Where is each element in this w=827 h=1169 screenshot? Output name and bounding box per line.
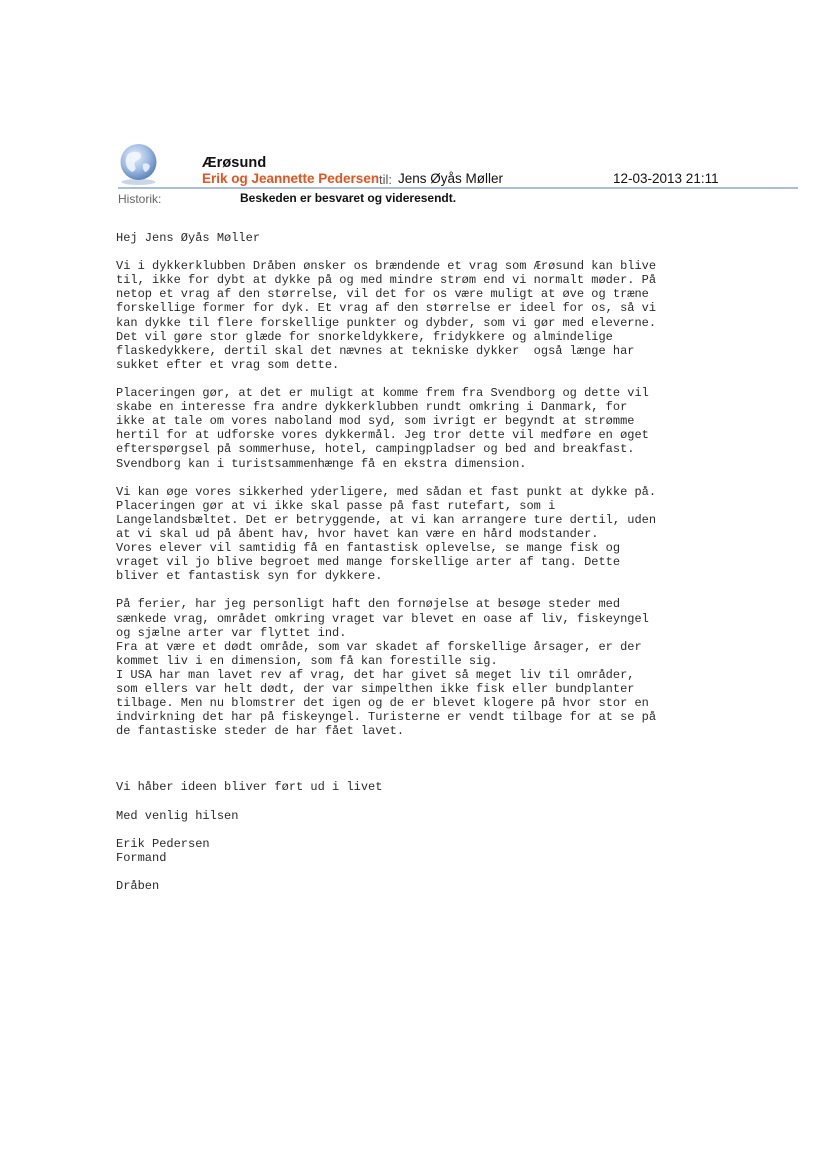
to-label: til: <box>379 172 392 187</box>
history-label: Historik: <box>118 192 162 206</box>
message-header <box>113 142 798 206</box>
club-name: Dråben <box>116 879 160 894</box>
letter-paragraph-3: Vi kan øge vores sikkerhed yderligere, med sådan et fast punkt at dykke på. Placeringen gør at vi ikke skal passe på fast rutefart, som i Langelandsbæltet. Det er betryggende, at vi kan arrangere ture dertil, uden at vi skal ud på åbent hav, hvor havet kan være en hård modstander. Vores elever vil samtidig få en fantastisk oplevelse, se mange fisk og vraget vil jo blive begroet med mange forskellige arter af tang. Dette bliver et fantastisk syn for dykkere. <box>116 484 657 584</box>
message-datetime: 12-03-2013 21:11 <box>613 171 719 186</box>
letter-paragraph-4: På ferier, har jeg personligt haft den fornøjelse at besøge steder med sænkede vrag, området omkring vraget var blevet en oase af liv, fiskeyngel og sjælne arter var flyttet ind. Fra at være et dødt område, som var skadet af forskellige årsager, er der kommet liv i en dimension, som få kan forestille sig. I USA har man lavet rev af vrag, det har givet så meget liv til områder, som ellers var helt dødt, der var simpelthen ikke fisk eller bundplanter tilbage. Men nu blomstrer det igen og de er blevet klogere på hvor stor en indvirkning det har på fiskeyngel. Turisterne er vendt tilbage for at se på de fantastiske steder de har fået lavet. <box>116 597 657 739</box>
sender-name[interactable]: Erik og Jeannette Pedersen <box>202 171 380 186</box>
recipient-name[interactable]: Jens Øyås Møller <box>398 171 504 186</box>
letter-greeting: Hej Jens Øyås Møller <box>116 231 261 245</box>
letter-paragraph-1: Vi i dykkerklubben Dråben ønsker os brændende et vrag som Ærøsund kan blive til, ikke for dybt at dykke på og med mindre strøm end vi normalt møder. På netop et vrag af den størrelse, vil det for os være muligt at øve og træne forskellige former for dyk. Et vrag af den størrelse er ideel for os, så vi kan dykke til flere forskellige punkter og dybder, som vi gør med eleverne. Det vil gøre stor glæde for snorkeldykkere, fridykkere og almindelige flaskedykkere, dertil skal det nævnes at tekniske dykker også længe har sukket efter et vrag som dette. <box>116 259 657 372</box>
globe-icon <box>116 142 161 187</box>
letter-salutation: Med venlig hilsen <box>116 808 239 823</box>
letter-paragraph-2: Placeringen gør, at det er muligt at komme frem fra Svendborg og dette vil skabe en interesse fra andre dykkerklubben rundt omkring i Danmark, for ikke at tale om vores naboland mod syd, som ivrigt er begyndt at strømme hertil for at udforske vores dykkermål. Jeg tror dette vil medføre en øget efterspørgsel på sommerhuse, hotel, campingpladser og bed and breakfast. Svendborg kan i turistsammenhænge få en ekstra dimension. <box>116 386 649 471</box>
signature-title: Formand <box>116 850 167 865</box>
signature-name: Erik Pedersen <box>116 836 210 851</box>
letter-body <box>116 231 716 893</box>
header-divider <box>118 187 798 189</box>
letter-closing: Vi håber ideen bliver ført ud i livet <box>116 780 383 795</box>
message-subject: Ærøsund <box>202 155 267 171</box>
history-text: Beskeden er besvaret og videresendt. <box>240 191 457 205</box>
